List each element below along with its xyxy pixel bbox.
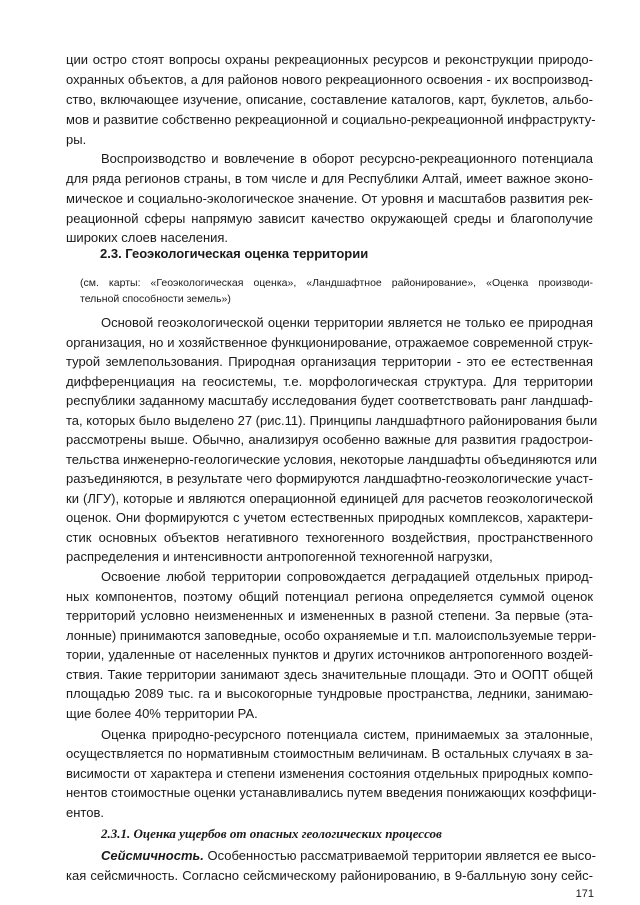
- text-line: та, которых было выделено 27 (рис.11). Принципы ландшафтного районирования были: [66, 413, 598, 428]
- text-line: тельства инженерно-геологические условия, некоторые ландшафты объединяются или: [66, 452, 598, 467]
- text-line: ры.: [66, 132, 87, 147]
- text-line: кая сейсмичность. Согласно сейсмическому районированию, в 9-балльную зону сейс-: [66, 868, 593, 883]
- text-line: республики заданному масштабу исследования будет соответствовать ранг ландшаф-: [66, 393, 593, 408]
- text-line: площадью 2089 тыс. га и высокогорные тундровые пространства, ледники, занимаю-: [66, 686, 593, 701]
- text-line: ство, включающее изучение, описание, составление каталогов, карт, буклетов, альбо-: [66, 92, 593, 107]
- text-line: ствия. Такие территории занимают здесь значительные площади. Это и ООПТ общей: [66, 667, 593, 682]
- text-line: турой землепользования. Природная организация территории - это ее естественная: [66, 354, 593, 369]
- text-line: мическое и социально-экологическое значение. От уровня и масштабов развития рек-: [66, 191, 593, 206]
- text-line: для ряда регионов страны, в том числе и для Республики Алтай, имеет важное эконо-: [66, 171, 593, 186]
- text-line: широких слоев населения.: [66, 230, 229, 245]
- text-line: висимости от характера и степени изменения состояния отдельных природных компо-: [66, 766, 593, 781]
- section-heading: 2.3. Геоэкологическая оценка территории: [100, 246, 369, 261]
- text-line: Освоение любой территории сопровождается деградацией отдельных природ-: [101, 569, 593, 584]
- text-line: дифференциация на геосистемы, т.е. морфологическая структура. Для территории: [66, 374, 593, 389]
- text-line: лонные) принимаются заповедные, особо охраняемые и т.п. малоиспользуемые терри-: [66, 628, 597, 643]
- text-line: мов и развитие собственно рекреационной и социально-рекреационной инфраструкту-: [66, 112, 596, 127]
- page-number: 171: [575, 888, 594, 900]
- text-line: Основой геоэкологической оценки территории является не только ее природная: [101, 315, 593, 330]
- map-reference-note: тельной способности земель»): [80, 293, 231, 305]
- text-line: ки (ЛГУ), которые и являются операционной единицей для расчетов геоэкологической: [66, 491, 593, 506]
- text-line: ентов.: [66, 805, 104, 820]
- text-line: организация, но и хозяйственное функционирование, отражаемое современной струк-: [66, 335, 593, 350]
- seismicity-term: Сейсмичность.: [101, 848, 204, 863]
- text-line: ции остро стоят вопросы охраны рекреационных ресурсов и реконструкции природо-: [66, 52, 593, 67]
- text-line: щие более 40% территории РА.: [66, 706, 258, 721]
- text-line: Оценка природно-ресурсного потенциала систем, принимаемых за эталонные,: [101, 727, 593, 742]
- text-line: рассмотрены выше. Обычно, анализируя особенно важные для развития градострои-: [66, 432, 593, 447]
- text-line: охранных объектов, а для районов нового рекреационного освоения - их воспроизвод-: [66, 72, 593, 87]
- text-line: осуществляется по нормативным стоимостным величинам. В остальных случаях в за-: [66, 746, 593, 761]
- text-line: реационной сферы напрямую зависит качество окружающей среды и благополучие: [66, 211, 593, 226]
- text-line: Воспроизводство и вовлечение в оборот ресурсно-рекреационного потенциала: [101, 151, 593, 166]
- subsection-heading: 2.3.1. Оценка ущербов от опасных геологических процессов: [101, 826, 442, 841]
- map-reference-note: (см. карты: «Геоэкологическая оценка», «Ландшафтное районирование», «Оценка производи-: [80, 277, 593, 289]
- text-line: территорий условно неизмененных и измененных в разной степени. За первые (эта-: [66, 608, 593, 623]
- text-line: стик основных объектов негативного техногенного воздействия, пространственного: [66, 530, 593, 545]
- text-line: тории, удаленные от населенных пунктов и других источников антропогенного воздей-: [66, 647, 593, 662]
- text-line: нентов стоимостные оценки устанавливались путем введения понижающих коэффици-: [66, 785, 597, 800]
- text-line: разъединяются, в результате чего формируются ландшафтно-геоэкологические участ-: [66, 471, 593, 486]
- text-fragment: Особенностью рассматриваемой территории является ее высо-: [203, 848, 596, 863]
- text-line: ных компонентов, поэтому общий потенциал региона определяется суммой оценок: [66, 589, 593, 604]
- text-line: [101, 846, 596, 866]
- text-line: распределения и интенсивности антропогенной техногенной нагрузки,: [66, 549, 493, 564]
- text-line: оценок. Они формируются с учетом естественных природных комплексов, характери-: [66, 510, 593, 525]
